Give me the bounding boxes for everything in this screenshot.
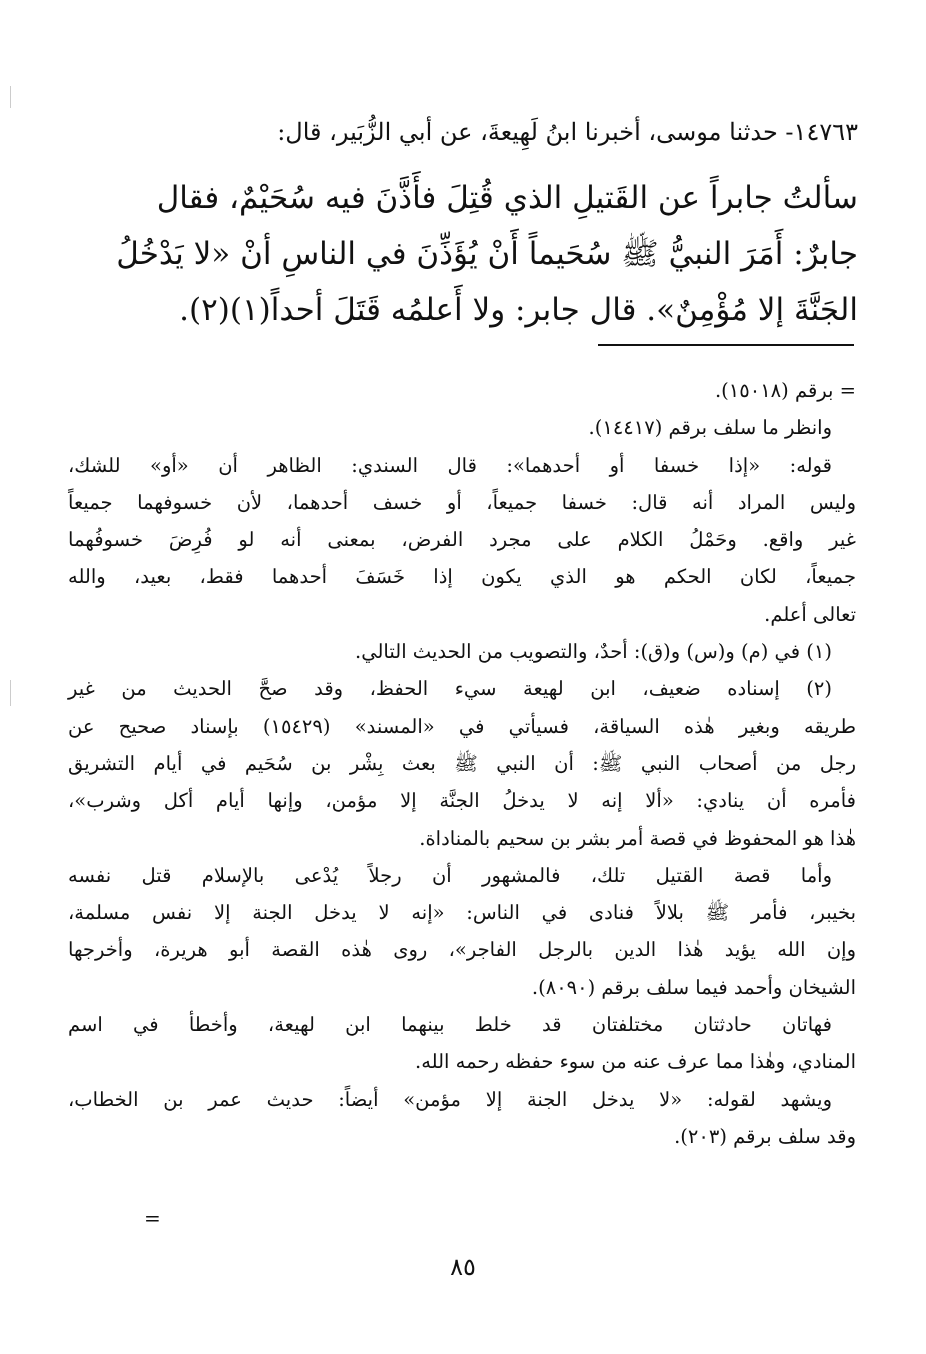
footnote-line: (١) في (م) و(س) و(ق): أحدٌ، والتصويب من الحديث التالي. bbox=[355, 640, 832, 664]
footnote-line: وأما قصة القتيل تلك، فالمشهور أن رجلاً يُدْعى بالإسلام قتل نفسه bbox=[68, 863, 832, 887]
footnote-line: جميعاً، لكان الحكم هو الذي يكون إذا خَسَفَ أحدهما فقط، بعيد، والله bbox=[68, 565, 856, 589]
hadith-header: ١٤٧٦٣- حدثنا موسى، أخبرنا ابنُ لَهِيعةَ، عن أبي الزُّبَير، قال: bbox=[277, 118, 858, 146]
scan-edge-mark bbox=[10, 86, 11, 108]
footnote-line: وإن الله يؤيد هٰذا الدين بالرجل الفاجر»، روى هٰذه القصة أبو هريرة، وأخرجها bbox=[68, 938, 856, 962]
footnote-line: رجل من أصحاب النبي ﷺ: أن النبي ﷺ بعث بِشْر بن سُحَيم في أيام التشريق bbox=[68, 751, 856, 775]
footnote-line: فأمره أن ينادي: «ألا إنه لا يدخلُ الجنَّة إلا مؤمن، وإنها أيام أكل وشرب»، bbox=[68, 789, 856, 813]
footnote-separator bbox=[598, 344, 854, 346]
footnote-line: فهاتان حادثتان مختلفتان قد خلط بينهما ابن لهيعة، وأخطأ في اسم bbox=[68, 1013, 832, 1037]
footnote-line: وانظر ما سلف برقم (١٤٤١٧). bbox=[588, 416, 832, 440]
footnote-line: هٰذا هو المحفوظ في قصة أمر بشر بن سحيم بالمناداة. bbox=[419, 826, 856, 850]
footnote-line: المنادي، وهٰذا مما عرف عنه من سوء حفظه رحمه الله. bbox=[415, 1050, 856, 1074]
footnote-line: (٢) إسناده ضعيف، ابن لهيعة سيء الحفظ، وقد صحَّ الحديث من غير bbox=[68, 677, 832, 701]
footnote-line: ويشهد لقوله: «لا يدخل الجنة إلا مؤمن» أيضاً: حديث عمر بن الخطاب، bbox=[68, 1087, 832, 1111]
hadith-text bbox=[68, 170, 858, 338]
footnote-line: قوله: «إذا خسفا أو أحدهما»: قال السندي: الظاهر أن «أو» للشك، bbox=[68, 453, 832, 477]
footnote-line: طريقه وبغير هٰذه السياقة، فسيأتي في «المسند» (١٥٤٢٩) بإسناد صحيح عن bbox=[68, 714, 856, 738]
hadith-line: جابرٌ: أَمَرَ النبيُّ ﷺ سُحَيماً أَنْ يُؤَذِّنَ في الناسِ أنْ «لا يَدْخُلُ bbox=[116, 236, 858, 272]
footnote-line: تعالى أعلم. bbox=[764, 602, 856, 626]
page-number: ٨٥ bbox=[450, 1253, 476, 1281]
footnote-line: غير واقع. وحَمْلُ الكلام على مجرد الفرض، بمعنى أنه لو فُرِضَ خسوفُهما bbox=[68, 528, 856, 552]
footnote-line: وليس المراد أنه قال: خسفا جميعاً، أو خسف أحدهما، لأن خسوفهما جميعاً bbox=[68, 490, 856, 514]
footnote-line: وقد سلف برقم (٢٠٣). bbox=[674, 1124, 856, 1148]
footnote-line: الشيخان وأحمد فيما سلف برقم (٨٠٩٠). bbox=[531, 975, 856, 999]
hadith-line: سألتُ جابراً عن القَتيلِ الذي قُتِلَ فأَذَّنَ فيه سُحَيْمٌ، فقال bbox=[156, 180, 858, 216]
footnote-line: بخيبر، فأمر ﷺ بلالاً فنادى في الناس: «إنه لا يدخل الجنة إلا نفس مسلمة، bbox=[68, 901, 856, 925]
scan-edge-mark bbox=[10, 680, 11, 706]
continuation-mark: = bbox=[144, 1206, 161, 1230]
footnote-line: = برقم (١٥٠١٨). bbox=[714, 379, 856, 402]
footnotes bbox=[68, 372, 856, 1155]
hadith-line: الجَنَّةَ إلا مُؤْمِنٌ». قال جابر: ولا أَعلمُه قَتَلَ أحداً(١)(٢). bbox=[179, 292, 858, 328]
